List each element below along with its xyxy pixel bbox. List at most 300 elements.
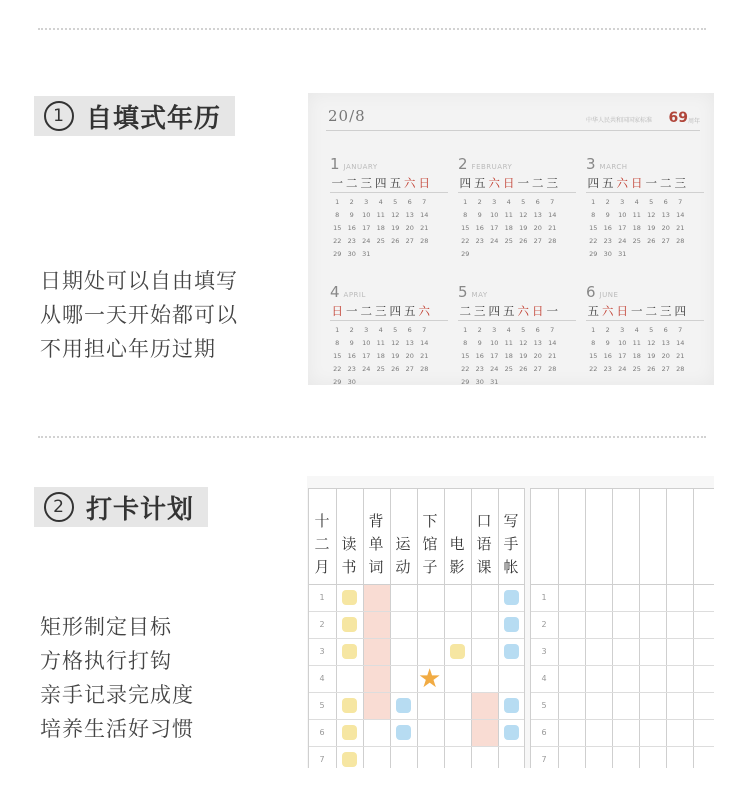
- date-grid: [330, 324, 448, 385]
- calendar-month: [330, 283, 448, 385]
- month-number: 5: [458, 283, 468, 301]
- date-cell: 9: [477, 211, 482, 219]
- check-mark: [396, 725, 411, 740]
- date-cell: 25: [376, 365, 385, 373]
- date-cell: 24: [490, 237, 499, 245]
- date-cell: [487, 248, 502, 261]
- date-cell: [531, 376, 546, 385]
- date-cell: 11: [632, 339, 641, 347]
- date-cell: 15: [333, 352, 342, 360]
- weekday-label: 六: [404, 176, 416, 190]
- date-cell: 5: [393, 326, 398, 334]
- date-cell: [673, 376, 688, 385]
- column-header-char: 子: [422, 558, 438, 576]
- plan-photo: [307, 476, 714, 768]
- date-cell: 13: [405, 211, 414, 219]
- row-number: 7: [541, 755, 547, 764]
- month-english-name: JUNE: [599, 291, 619, 299]
- grid-line: [666, 489, 667, 768]
- date-cell: 11: [376, 339, 385, 347]
- weekday-label: 六: [616, 176, 628, 190]
- calendar-year: 20/8: [328, 107, 366, 125]
- date-cell: 8: [591, 211, 596, 219]
- plan-column-header: [363, 497, 389, 579]
- date-cell: 12: [647, 339, 656, 347]
- weekday-label: 一: [645, 176, 657, 190]
- column-header-char: 月: [314, 558, 330, 576]
- date-cell: 13: [661, 211, 670, 219]
- date-cell: 2: [349, 326, 354, 334]
- date-cell: 19: [519, 224, 528, 232]
- weekday-label: 日: [631, 176, 643, 190]
- date-cell: 17: [618, 224, 627, 232]
- calendar-week-word: 周年: [687, 118, 700, 125]
- weekday-label: 二: [645, 304, 657, 318]
- date-cell: 4: [378, 198, 383, 206]
- date-cell: 6: [663, 326, 668, 334]
- column-header-char: 写: [503, 512, 519, 530]
- date-cell: 21: [676, 224, 685, 232]
- date-cell: 11: [504, 211, 513, 219]
- date-cell: 13: [533, 339, 542, 347]
- date-cell: 27: [533, 237, 542, 245]
- date-cell: 22: [461, 365, 470, 373]
- date-cell: 7: [422, 326, 427, 334]
- date-cell: 22: [333, 365, 342, 373]
- date-cell: 11: [504, 339, 513, 347]
- date-cell: 1: [335, 326, 340, 334]
- column-header-char: 二: [314, 535, 330, 553]
- check-mark: [342, 617, 357, 632]
- date-cell: 21: [420, 352, 429, 360]
- date-cell: [659, 376, 674, 385]
- weekday-label: 日: [616, 304, 628, 318]
- weekday-row: [586, 303, 704, 321]
- date-cell: 26: [519, 237, 528, 245]
- calendar-month: [330, 155, 448, 261]
- weekday-label: 六: [517, 304, 529, 318]
- section-2-title-text: 打卡计划: [86, 494, 195, 525]
- date-cell: 14: [548, 339, 557, 347]
- date-cell: 6: [535, 326, 540, 334]
- date-cell: [388, 376, 403, 385]
- grid-line: [693, 489, 694, 768]
- date-cell: 27: [661, 237, 670, 245]
- date-cell: 3: [492, 198, 497, 206]
- check-mark: [342, 725, 357, 740]
- description-line: 不用担心年历过期: [40, 337, 216, 361]
- date-cell: 21: [420, 224, 429, 232]
- weekday-label: 四: [375, 176, 387, 190]
- date-cell: [374, 248, 389, 261]
- date-cell: 2: [605, 198, 610, 206]
- check-mark: [342, 590, 357, 605]
- date-cell: 5: [649, 326, 654, 334]
- date-cell: 25: [376, 237, 385, 245]
- calendar-month: [586, 283, 704, 385]
- weekday-label: 五: [474, 176, 486, 190]
- check-mark: [342, 644, 357, 659]
- date-cell: 10: [490, 211, 499, 219]
- row-number: 5: [319, 701, 325, 710]
- date-cell: 14: [420, 339, 429, 347]
- date-cell: 12: [519, 339, 528, 347]
- date-cell: 26: [519, 365, 528, 373]
- date-cell: 6: [407, 198, 412, 206]
- top-divider: [38, 28, 706, 30]
- date-cell: 15: [589, 224, 598, 232]
- weekday-row: [458, 175, 576, 193]
- date-cell: 28: [420, 237, 429, 245]
- row-number: 6: [319, 728, 325, 737]
- date-cell: 31: [362, 250, 371, 258]
- column-header-char: 书: [341, 558, 357, 576]
- column-header-char: 馆: [422, 535, 438, 553]
- date-cell: 21: [548, 224, 557, 232]
- date-cell: 18: [504, 224, 513, 232]
- weekday-label: 五: [404, 304, 416, 318]
- date-cell: 16: [347, 224, 356, 232]
- description-line: 方格执行打钩: [40, 649, 172, 673]
- date-cell: 19: [519, 352, 528, 360]
- column-header-char: 语: [476, 535, 492, 553]
- date-cell: [359, 376, 374, 385]
- date-cell: 1: [463, 198, 468, 206]
- weekday-label: 五: [587, 304, 599, 318]
- weekday-label: 六: [488, 176, 500, 190]
- date-cell: 13: [661, 339, 670, 347]
- date-cell: 20: [661, 224, 670, 232]
- date-grid: [586, 324, 704, 385]
- date-cell: [545, 248, 560, 261]
- plan-column-header: [498, 497, 524, 579]
- weekday-label: 一: [346, 304, 358, 318]
- date-cell: [659, 248, 674, 261]
- date-cell: 14: [676, 211, 685, 219]
- row-number: 2: [319, 620, 325, 629]
- date-cell: 20: [661, 352, 670, 360]
- column-header-char: 动: [395, 558, 411, 576]
- middle-divider: [38, 436, 706, 438]
- column-header-char: 课: [476, 558, 492, 576]
- calendar-month: [458, 283, 576, 385]
- grid-line: [531, 746, 714, 747]
- description-line: 日期处可以自由填写: [40, 269, 238, 293]
- date-cell: 30: [347, 378, 356, 385]
- calendar-week-number: 69: [668, 110, 688, 126]
- column-header-char: 下: [422, 512, 438, 530]
- column-header-char: 帐: [503, 558, 519, 576]
- section-1-title-text: 自填式年历: [86, 103, 222, 134]
- date-cell: 12: [391, 211, 400, 219]
- date-cell: 8: [591, 339, 596, 347]
- date-cell: 15: [589, 352, 598, 360]
- plan-right-page: [530, 488, 714, 768]
- date-cell: 1: [591, 326, 596, 334]
- section-1-description: [40, 264, 238, 366]
- date-cell: 9: [605, 211, 610, 219]
- plan-column-header: [336, 497, 362, 579]
- date-cell: [644, 248, 659, 261]
- date-cell: 23: [603, 365, 612, 373]
- grid-line: [309, 746, 524, 747]
- date-cell: 7: [678, 198, 683, 206]
- month-number: 1: [330, 155, 340, 173]
- date-cell: 11: [632, 211, 641, 219]
- month-header: [586, 283, 704, 301]
- date-cell: 22: [461, 237, 470, 245]
- grid-line: [639, 489, 640, 768]
- date-cell: 23: [475, 365, 484, 373]
- date-cell: 5: [393, 198, 398, 206]
- plan-left-page: [308, 488, 525, 768]
- row-number: 4: [541, 674, 547, 683]
- column-header-char: 运: [395, 535, 411, 553]
- date-cell: [403, 248, 418, 261]
- month-number: 4: [330, 283, 340, 301]
- grid-line: [309, 611, 524, 612]
- month-english-name: JANUARY: [343, 163, 378, 171]
- date-cell: [388, 248, 403, 261]
- grid-line: [558, 489, 559, 768]
- date-cell: 3: [364, 326, 369, 334]
- weekday-label: 日: [331, 304, 343, 318]
- weekday-label: 一: [546, 304, 558, 318]
- grid-line: [309, 638, 524, 639]
- date-cell: [516, 376, 531, 385]
- date-cell: [545, 376, 560, 385]
- date-cell: 23: [347, 237, 356, 245]
- date-cell: 30: [603, 250, 612, 258]
- weekday-label: 三: [360, 176, 372, 190]
- date-cell: 4: [634, 198, 639, 206]
- calendar-month: [586, 155, 704, 261]
- date-cell: 4: [506, 326, 511, 334]
- weekday-label: 二: [459, 304, 471, 318]
- month-header: [330, 283, 448, 301]
- grid-line: [531, 611, 714, 612]
- date-cell: 30: [347, 250, 356, 258]
- date-cell: [531, 248, 546, 261]
- weekday-label: 三: [474, 304, 486, 318]
- weekday-label: 三: [674, 176, 686, 190]
- weekday-label: 二: [346, 176, 358, 190]
- date-cell: 6: [663, 198, 668, 206]
- date-cell: 29: [461, 378, 470, 385]
- weekday-label: 四: [488, 304, 500, 318]
- date-grid: [458, 196, 576, 261]
- description-line: 矩形制定目标: [40, 615, 172, 639]
- date-cell: 31: [490, 378, 499, 385]
- date-cell: 28: [548, 237, 557, 245]
- date-cell: 26: [391, 365, 400, 373]
- date-cell: 19: [647, 224, 656, 232]
- plan-column-header: [471, 497, 497, 579]
- date-cell: 22: [589, 237, 598, 245]
- date-cell: 17: [490, 352, 499, 360]
- date-cell: 26: [391, 237, 400, 245]
- date-cell: 25: [504, 237, 513, 245]
- row-number: 4: [319, 674, 325, 683]
- circled-number-2: 2: [44, 492, 74, 522]
- star-icon: ★: [418, 664, 442, 694]
- circled-number-1: 1: [44, 101, 74, 131]
- progress-block: [364, 584, 390, 719]
- date-cell: 3: [492, 326, 497, 334]
- grid-line: [531, 638, 714, 639]
- weekday-label: 四: [389, 304, 401, 318]
- date-cell: 3: [620, 198, 625, 206]
- check-mark: [396, 698, 411, 713]
- plan-column-header: [309, 497, 335, 579]
- description-line: 从哪一天开始都可以: [40, 303, 238, 327]
- date-cell: 24: [490, 365, 499, 373]
- date-cell: 1: [335, 198, 340, 206]
- date-cell: 18: [504, 352, 513, 360]
- date-cell: 15: [461, 224, 470, 232]
- date-cell: 19: [391, 224, 400, 232]
- check-mark: [504, 617, 519, 632]
- weekday-label: 一: [631, 304, 643, 318]
- weekday-label: 一: [517, 176, 529, 190]
- date-cell: 29: [461, 250, 470, 258]
- grid-line: [531, 719, 714, 720]
- date-cell: 20: [533, 352, 542, 360]
- check-mark: [504, 725, 519, 740]
- date-cell: 6: [407, 326, 412, 334]
- grid-line: [612, 489, 613, 768]
- weekday-label: 六: [602, 304, 614, 318]
- date-cell: 12: [647, 211, 656, 219]
- date-cell: 9: [605, 339, 610, 347]
- date-cell: 23: [475, 237, 484, 245]
- month-number: 6: [586, 283, 596, 301]
- date-cell: 16: [603, 352, 612, 360]
- plan-column-header: [444, 497, 470, 579]
- weekday-label: 五: [503, 304, 515, 318]
- calendar-header-rule: [326, 130, 700, 131]
- date-cell: 6: [535, 198, 540, 206]
- date-cell: [417, 248, 432, 261]
- date-cell: 18: [632, 224, 641, 232]
- column-header-char: 影: [449, 558, 465, 576]
- check-mark: [342, 752, 357, 767]
- date-cell: 1: [463, 326, 468, 334]
- date-cell: 17: [362, 224, 371, 232]
- grid-line: [585, 489, 586, 768]
- date-cell: 10: [618, 211, 627, 219]
- date-cell: [403, 376, 418, 385]
- date-cell: 25: [632, 365, 641, 373]
- date-cell: [630, 376, 645, 385]
- date-cell: 28: [676, 237, 685, 245]
- weekday-label: 日: [503, 176, 515, 190]
- month-header: [458, 283, 576, 301]
- date-cell: 22: [333, 237, 342, 245]
- weekday-label: 四: [459, 176, 471, 190]
- header-rule: [531, 584, 714, 585]
- date-cell: 18: [632, 352, 641, 360]
- date-cell: 4: [378, 326, 383, 334]
- date-cell: 8: [463, 211, 468, 219]
- date-cell: 28: [420, 365, 429, 373]
- date-cell: 12: [391, 339, 400, 347]
- date-cell: 27: [661, 365, 670, 373]
- date-cell: 20: [405, 352, 414, 360]
- date-cell: 13: [405, 339, 414, 347]
- date-cell: 7: [550, 326, 555, 334]
- month-header: [458, 155, 576, 173]
- date-grid: [586, 196, 704, 261]
- month-english-name: APRIL: [343, 291, 366, 299]
- date-cell: 10: [362, 211, 371, 219]
- date-cell: 5: [521, 198, 526, 206]
- date-cell: 18: [376, 352, 385, 360]
- calendar-photo: [308, 93, 714, 385]
- grid-line: [309, 665, 524, 666]
- weekday-row: [586, 175, 704, 193]
- date-cell: 17: [618, 352, 627, 360]
- date-cell: 19: [391, 352, 400, 360]
- weekday-row: [330, 303, 448, 321]
- date-cell: 10: [490, 339, 499, 347]
- date-cell: 17: [490, 224, 499, 232]
- date-cell: [673, 248, 688, 261]
- date-cell: 23: [603, 237, 612, 245]
- row-number: 7: [319, 755, 325, 764]
- date-cell: 4: [506, 198, 511, 206]
- date-cell: 7: [678, 326, 683, 334]
- date-cell: 2: [477, 326, 482, 334]
- date-cell: 15: [461, 352, 470, 360]
- check-mark: [450, 644, 465, 659]
- date-cell: 16: [475, 224, 484, 232]
- weekday-label: 二: [660, 176, 672, 190]
- date-cell: 3: [620, 326, 625, 334]
- date-cell: 13: [533, 211, 542, 219]
- weekday-label: 五: [389, 176, 401, 190]
- date-cell: [502, 248, 517, 261]
- column-header-char: 单: [368, 535, 384, 553]
- date-cell: 23: [347, 365, 356, 373]
- grid-line: [309, 692, 524, 693]
- date-cell: 20: [533, 224, 542, 232]
- date-cell: 24: [618, 237, 627, 245]
- weekday-label: 二: [532, 176, 544, 190]
- section-2-description: [40, 610, 194, 746]
- date-cell: 12: [519, 211, 528, 219]
- section-2-title: [34, 487, 208, 527]
- weekday-label: 一: [331, 176, 343, 190]
- description-line: 培养生活好习惯: [40, 717, 194, 741]
- column-header-char: 电: [449, 535, 465, 553]
- weekday-label: 日: [418, 176, 430, 190]
- date-cell: 14: [676, 339, 685, 347]
- date-cell: 8: [463, 339, 468, 347]
- date-cell: 16: [603, 224, 612, 232]
- check-mark: [504, 590, 519, 605]
- date-grid: [330, 196, 448, 261]
- column-header-char: 口: [476, 512, 492, 530]
- row-number: 1: [541, 593, 547, 602]
- date-cell: 9: [477, 339, 482, 347]
- date-cell: 7: [550, 198, 555, 206]
- weekday-label: 日: [532, 304, 544, 318]
- weekday-label: 四: [587, 176, 599, 190]
- date-cell: 18: [376, 224, 385, 232]
- row-number: 3: [541, 647, 547, 656]
- date-cell: 14: [548, 211, 557, 219]
